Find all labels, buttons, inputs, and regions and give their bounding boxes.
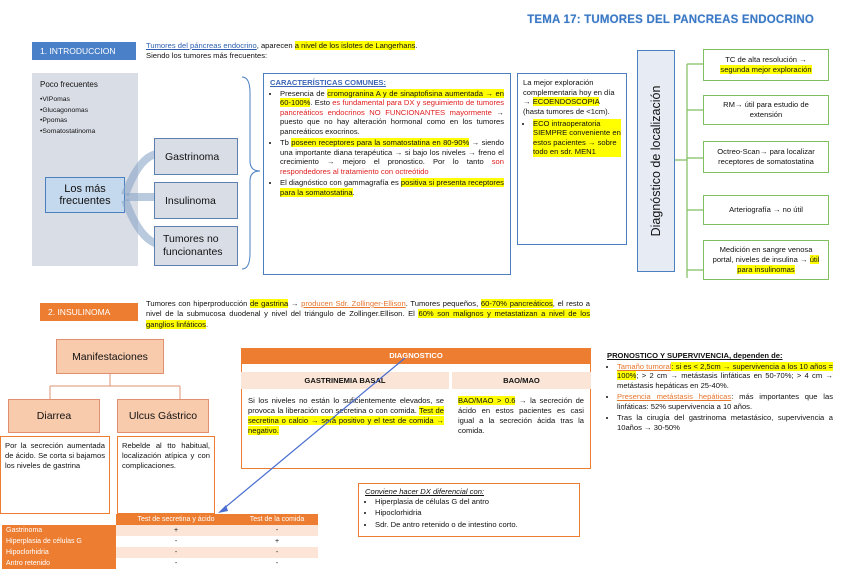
section-header-introduccion: 1. INTRODUCCION [32, 42, 136, 60]
pronostico-section [607, 351, 833, 434]
list-item: • Hipoclorhidria [375, 508, 573, 517]
localizacion-connectors [675, 50, 705, 280]
eco-intraoperatoria: • ECO intraoperatoria SIEMPRE conveniente en estos pacientes → sobre todo en sdr. MEN1 [533, 119, 621, 157]
insulinoma-text: Tumores con hiperproducción de gastrina → producen Sdr. Zollinger-Ellison. Tumores pequeños, 60-70% pancreáticos, el resto a nivel de la submucosa duodenal y nivel del triángulo de Zollinger.Ellison. El 60% son malignos y metastatizan a nivel de los ganglios linfáticos. [146, 299, 590, 329]
section-header-insulinoma: 2. INSULINOMA [40, 303, 138, 321]
table-row: Gastrinoma + - [2, 525, 318, 536]
loc-item-tc: TC de alta resolución → segunda mejor exploración [703, 49, 829, 81]
caracteristica-3: • El diagnóstico con gammagrafía es positiva si presenta receptores para la somatostatina. [280, 178, 504, 197]
test-header-comida: Test de la comida [236, 514, 318, 525]
diarrea-box: Diarrea [8, 399, 100, 433]
diagnostico-col1-text: Si los niveles no están lo suficientemente elevados, se provoca la liberación con secretina o con comida. Test de secretina o calcio → será positivo y el test de comida → negativo. [248, 396, 444, 435]
test-table [2, 514, 318, 569]
exploracion-text: La mejor exploración complementaria hoy en día → ECOENDOSCOPIA (hasta tumores de <1cm). [523, 78, 615, 117]
pronostico-item-3: • Tras la cirugía del gastrinoma metastásico, supervivencia a 10años → 30-50% [617, 413, 833, 432]
list-item: • Sdr. De antro retenido o de intestino corto. [375, 520, 573, 529]
pronostico-item-1: • Tamaño tumoral: si es < 2,5cm → supervivencia a los 10 años = 100%; > 2 cm → metástasis linfáticas en 50-70%; > 4 cm → metástasis hepáticas en 25-40%. [617, 362, 833, 390]
manifestaciones-connectors [30, 374, 210, 400]
diagnostico-col1-header: GASTRINEMIA BASAL [241, 372, 449, 389]
loc-item-sangre-portal: Medición en sangre venosa portal, niveles de insulina → útil para insulinomas [703, 240, 829, 280]
table-row: Hipoclorhidria - - [2, 547, 318, 558]
diarrea-text: Por la secreción aumentada de ácido. Se corta si bajamos los niveles de gastrina [0, 436, 110, 514]
caracteristicas-title: CARACTERÍSTICAS COMUNES: [270, 78, 387, 87]
intro-link: Tumores del páncreas endocrino [146, 41, 257, 50]
loc-item-octreoscan: Octreo-Scan→ para localizar receptores de somatostatina [703, 141, 829, 173]
caracteristica-2: • Tb poseen receptores para la somatostatina en 80-90% → siendo una importante diana terapéutica → si bajo los niveles → freno el crecimiento → mejoro el pronostico. Por lo tanto son respondedores al tratamiento con octreótido [280, 138, 504, 176]
poco-frecuentes-title: Poco frecuentes [40, 80, 98, 89]
diagnostico-col2-header: BAO/MAO [452, 372, 591, 389]
table-row: Hiperplasia de células G - + [2, 536, 318, 547]
intro-text: Tumores del páncreas endocrino, aparecen a nivel de los islotes de Langerhans. Siendo los tumores más frecuentes: [146, 41, 418, 61]
test-header-secretina: Test de secretina y ácido [116, 514, 236, 525]
dx-diferencial-title: Conviene hacer DX diferencial con: [365, 487, 485, 496]
loc-item-arteriografia: Arteriografía → no útil [703, 195, 829, 225]
page-title: TEMA 17: TUMORES DEL PANCREAS ENDOCRINO [527, 14, 814, 26]
loc-item-rm: RM→ útil para estudio de extensión [703, 95, 829, 125]
localizacion-label: Diagnóstico de localización [649, 85, 663, 237]
pronostico-title: PRONOSTICO Y SUPERVIVENCIA, dependen de: [607, 351, 783, 360]
pronostico-item-2: • Presencia metástasis hepáticas: más importantes que las linfáticas: 52% supervivencia a 10 años. [617, 392, 833, 411]
list-item: • Hiperplasia de células G del antro [375, 497, 573, 506]
tumor-box-gastrinoma: Gastrinoma [154, 138, 238, 175]
manifestaciones-box: Manifestaciones [56, 339, 164, 374]
mejor-exploracion-box [517, 73, 627, 245]
tumor-box-insulinoma: Insulinoma [154, 182, 238, 219]
bracket [240, 73, 264, 273]
diagnostico-col2-text: BAO/MAO > 0.6 → la secreción de ácido en estos pacientes es casi igual a la secreción ácida tras la comida. [458, 396, 585, 435]
caracteristicas-comunes-box [263, 73, 511, 275]
poco-frecuentes-list: •VIPomas •Glucagonomas •Ppomas •Somatostatinoma [40, 96, 96, 135]
ulcus-box: Ulcus Gástrico [117, 399, 209, 433]
los-mas-frecuentes-box: Los más frecuentes [45, 177, 125, 213]
diagnostico-title: DIAGNOSTICO [241, 348, 591, 364]
ulcus-text: Rebelde al tto habitual, localización atípica y con complicaciones. [117, 436, 215, 514]
table-row: Antro retenido - - [2, 558, 318, 569]
tumor-box-no-funcionantes: Tumores no funcionantes [154, 226, 238, 266]
dx-diferencial-box [358, 483, 580, 537]
caracteristica-1: • Presencia de cromogranina A y de sinaptofisina aumentada → en 60-100%. Esto es fundamental para DX y seguimiento de tumores pancreáticos endocrinos NO FUNCIONANTES mayormente → puesto que no hay alteración hormonal como en los tumores pancreáticos exocrinos. [280, 89, 504, 136]
localizacion-label-box [637, 50, 675, 272]
